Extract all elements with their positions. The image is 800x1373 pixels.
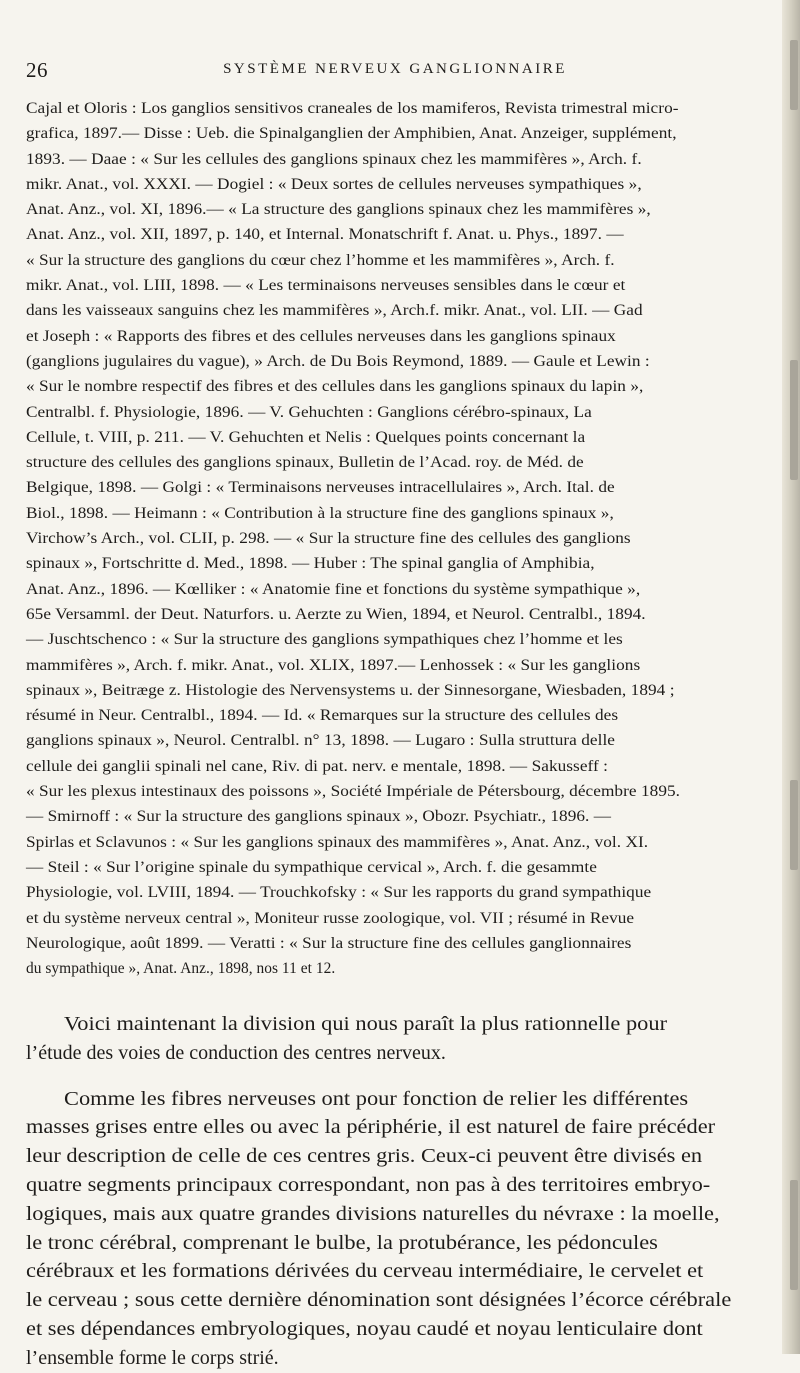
body-line: Voici maintenant la division qui nous paraît la plus rationnelle pour [64,1013,668,1035]
bibliography-block [26,96,764,981]
body-line: l’étude des voies de conduction des centres nerveux. [26,1041,446,1064]
bibliography-line: cellule dei ganglii spinali nel cane, Riv. di pat. nerv. e mentale, 1898. — Sakusseff : [26,757,609,775]
body-paragraph [26,1010,764,1068]
body-line: Comme les fibres nerveuses ont pour fonction de relier les différentes [64,1087,689,1110]
bibliography-line: Spirlas et Sclavunos : « Sur les ganglions spinaux des mammifères », Anat. Anz., vol. XI. [26,833,649,851]
body-line: leur description de celle de ces centres gris. Ceux-ci peuvent être divisés en [26,1145,703,1168]
page-edge-mark [790,40,798,110]
bibliography-line: — Juschtschenco : « Sur la structure des ganglions sympathiques chez l’homme et les [26,631,623,649]
bibliography-line: ganglions spinaux », Neurol. Centralbl. n° 13, 1898. — Lugaro : Sulla struttura delle [26,732,616,750]
bibliography-line: Anat. Anz., vol. XII, 1897, p. 140, et Internal. Monatschrift f. Anat. u. Phys., 1897. — [26,226,624,244]
bibliography-line: mammifères », Arch. f. mikr. Anat., vol. XLIX, 1897.— Lenhossek : « Sur les ganglions [26,656,641,674]
bibliography-line: grafica, 1897.— Disse : Ueb. die Spinalganglien der Amphibien, Anat. Anzeiger, supplément, [26,125,677,143]
body-line: le cerveau ; sous cette dernière dénomination sont désignées l’écorce cérébrale [26,1289,732,1312]
bibliography-line: Belgique, 1898. — Golgi : « Terminaisons nerveuses intracellulaires », Arch. Ital. de [26,479,615,497]
bibliography-line: « Sur la structure des ganglions du cœur chez l’homme et les mammifères », Arch. f. [26,251,615,269]
bibliography-line: du sympathique », Anat. Anz., 1898, nos 11 et 12. [26,960,336,978]
body-text [26,1010,764,1373]
bibliography-line: et du système nerveux central », Moniteur russe zoologique, vol. VII ; résumé in Revue [26,909,635,927]
bibliography-line: Virchow’s Arch., vol. CLII, p. 298. — « Sur la structure fine des cellules des ganglions [26,530,631,548]
bibliography-line: Neurologique, août 1899. — Veratti : « Sur la structure fine des cellules ganglionnaires [26,934,632,952]
bibliography-line: et Joseph : « Rapports des fibres et des cellules nerveuses dans les ganglions spinaux [26,327,616,345]
bibliography-line: Physiologie, vol. LVIII, 1894. — Trouchkofsky : « Sur les rapports du grand sympathique [26,884,652,902]
bibliography-line: dans les vaisseaux sanguins chez les mammifères », Arch.f. mikr. Anat., vol. LII. — Gad [26,302,643,320]
bibliography-line: — Steil : « Sur l’origine spinale du sympathique cervical », Arch. f. die gesammte [26,858,597,876]
bibliography-line: Anat. Anz., 1896. — Kœlliker : « Anatomie fine et fonctions du système sympathique », [26,580,641,598]
bibliography-line: Biol., 1898. — Heimann : « Contribution à la structure fine des ganglions spinaux », [26,504,614,522]
bibliography-line: résumé in Neur. Centralbl., 1894. — Id. « Remarques sur la structure des cellules des [26,707,619,725]
page-edge-shadow [782,0,800,1354]
bibliography-line: « Sur le nombre respectif des fibres et des cellules dans les ganglions spinaux du lapin », [26,378,644,396]
bibliography-line: Cajal et Oloris : Los ganglios sensitivos craneales de los mamiferos, Revista trimestral micro- [26,100,679,117]
bibliography-line: Cellule, t. VIII, p. 211. — V. Gehuchten et Nelis : Quelques points concernant la [26,428,586,446]
body-line: masses grises entre elles ou avec la périphérie, il est naturel de faire précéder [26,1116,716,1139]
bibliography-line: Anat. Anz., vol. XI, 1896.— « La structure des ganglions spinaux chez les mammifères », [26,201,651,219]
page-edge-mark [790,1180,798,1290]
bibliography-line: « Sur les plexus intestinaux des poissons », Société Impériale de Pétersbourg, décembre 1895. [26,783,681,801]
bibliography-line: Centralbl. f. Physiologie, 1896. — V. Gehuchten : Ganglions cérébro-spinaux, La [26,403,592,421]
bibliography-line: 65e Versamml. der Deut. Naturfors. u. Aerzte zu Wien, 1894, et Neurol. Centralbl., 1894. [26,605,646,623]
running-head [26,58,764,86]
body-line: quatre segments principaux correspondant, non pas à des territoires embryo- [26,1173,711,1196]
body-line: cérébraux et les formations dérivées du cerveau intermédiaire, le cervelet et [26,1260,704,1283]
body-line: et ses dépendances embryologiques, noyau caudé et noyau lenticulaire dont [26,1317,703,1340]
running-title: SYSTÈME NERVEUX GANGLIONNAIRE [223,61,567,77]
bibliography-line: 1893. — Daae : « Sur les cellules des ganglions spinaux chez les mammifères », Arch. f. [26,150,642,168]
page-number: 26 [26,58,48,82]
bibliography-line: spinaux », Beitræge z. Histologie des Nervensystems u. der Sinnesorgane, Wiesbaden, 1894 ; [26,681,675,699]
bibliography-line: — Smirnoff : « Sur la structure des ganglions spinaux », Obozr. Psychiatr., 1896. — [26,808,612,826]
bibliography-line: mikr. Anat., vol. LIII, 1898. — « Les terminaisons nerveuses sensibles dans le cœur et [26,277,626,295]
page-edge-mark [790,360,798,480]
body-line: le tronc cérébral, comprenant le bulbe, la protubérance, les pédoncules [26,1231,658,1254]
bibliography-line: spinaux », Fortschritte d. Med., 1898. — Huber : The spinal ganglia of Amphibia, [26,555,595,573]
bibliography-line: mikr. Anat., vol. XXXI. — Dogiel : « Deux sortes de cellules nerveuses sympathiques », [26,175,642,193]
page-edge-mark [790,780,798,870]
body-paragraph [26,1085,764,1373]
body-line: l’ensemble forme le corps strié. [26,1346,279,1369]
bibliography-line: structure des cellules des ganglions spinaux, Bulletin de l’Acad. roy. de Méd. de [26,454,584,472]
bibliography-line: (ganglions jugulaires du vague), » Arch. de Du Bois Reymond, 1889. — Gaule et Lewin : [26,352,650,370]
body-line: logiques, mais aux quatre grandes divisions naturelles du névraxe : la moelle, [26,1202,720,1225]
